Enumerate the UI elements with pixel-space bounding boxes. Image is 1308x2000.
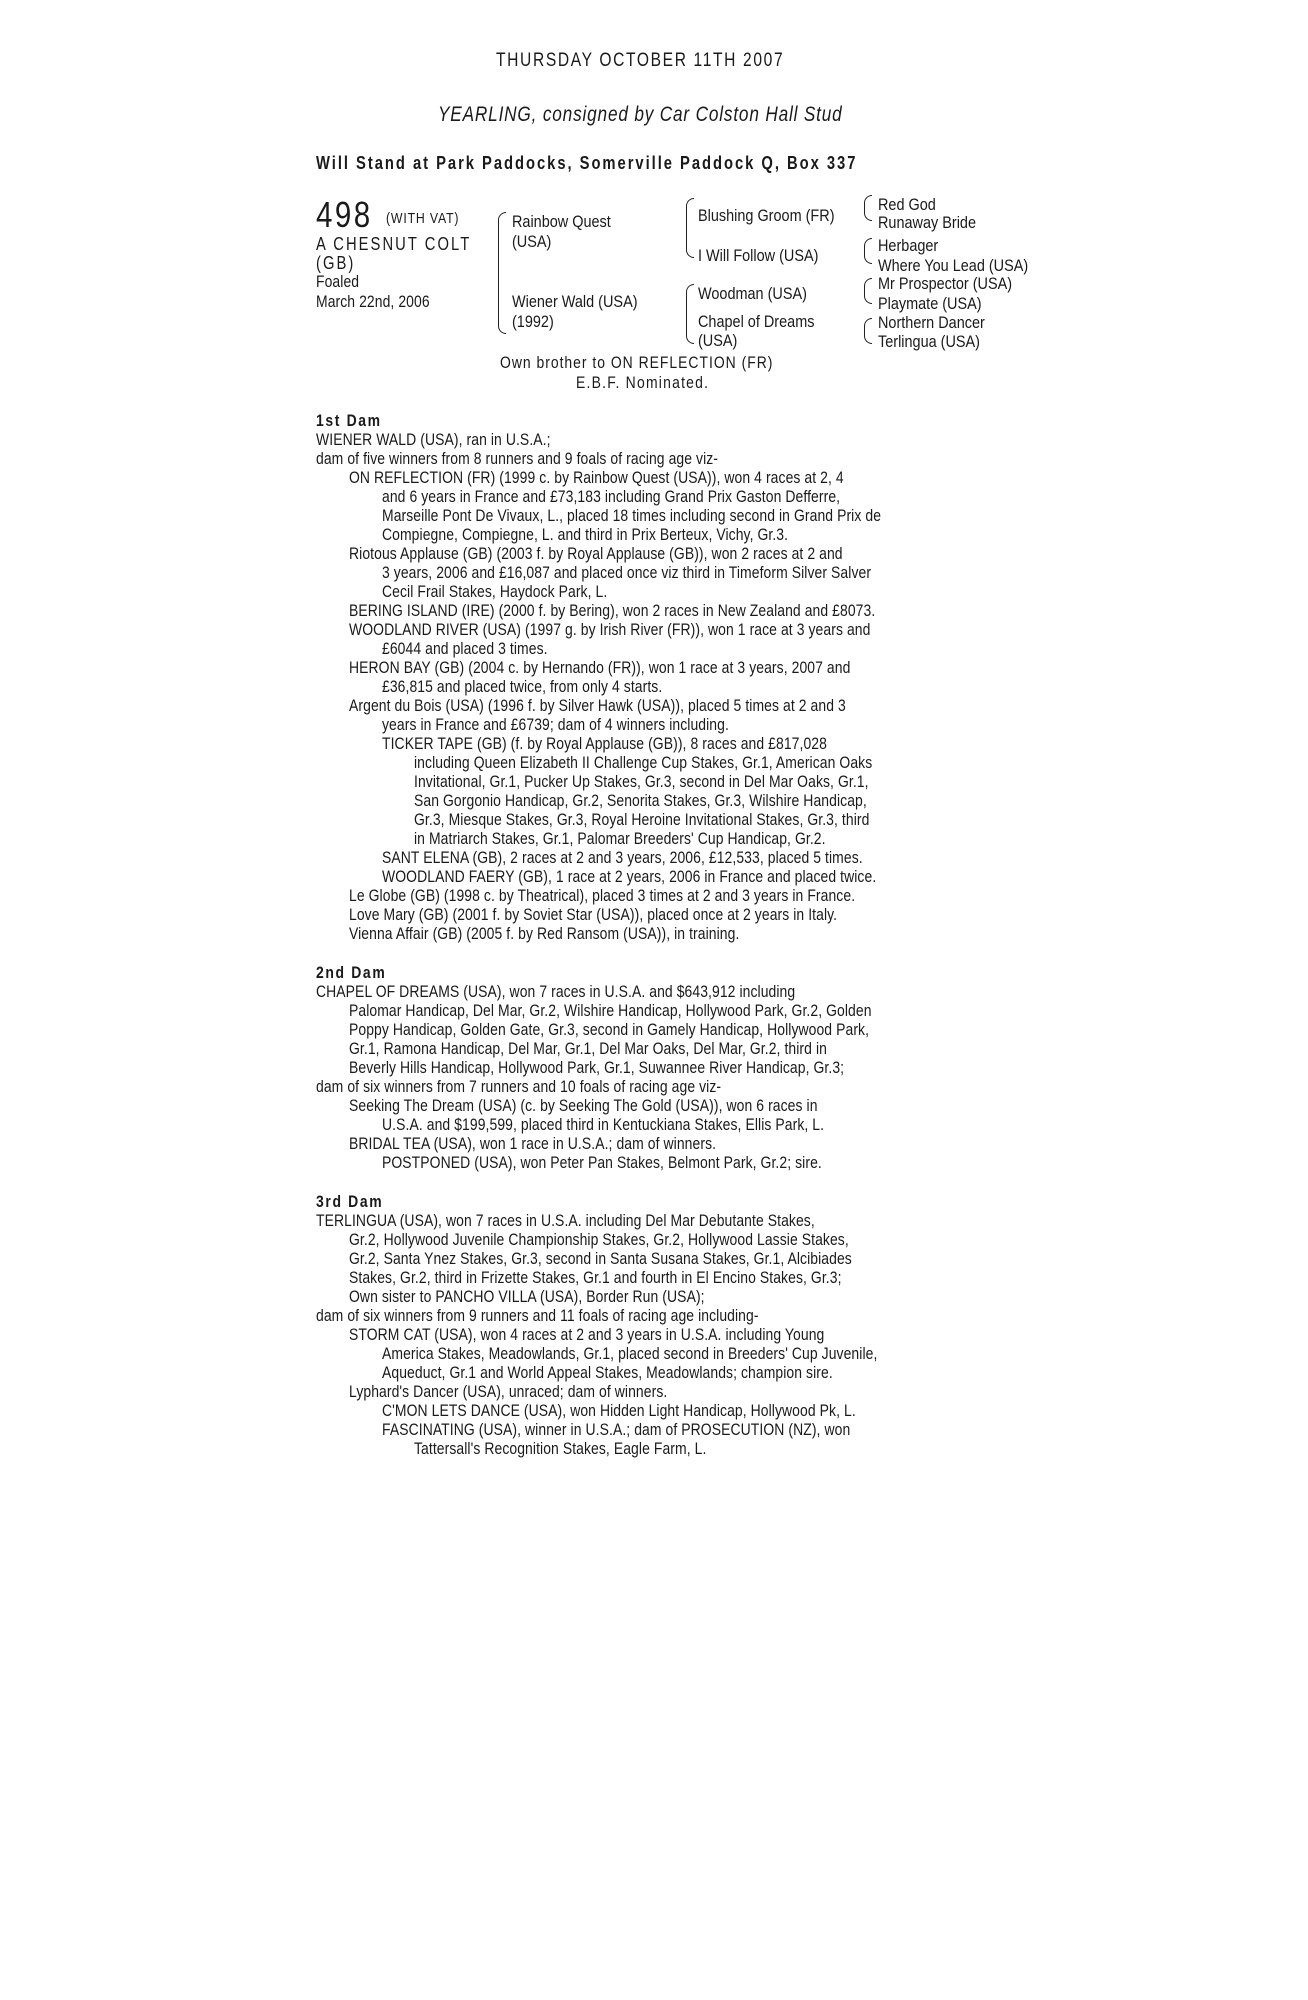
- dam1-line: BERING ISLAND (IRE) (2000 f. by Bering), won 2 races in New Zealand and £8073.: [349, 601, 876, 620]
- pedigree-brace-ss: [864, 195, 872, 221]
- dam1-line: in Matriarch Stakes, Gr.1, Palomar Breeders' Cup Handicap, Gr.2.: [414, 829, 826, 848]
- dam2-line: Palomar Handicap, Del Mar, Gr.2, Wilshire Handicap, Hollywood Park, Gr.2, Golden: [349, 1001, 872, 1020]
- dd-dam: Terlingua (USA): [878, 332, 980, 351]
- dam1-line: WOODLAND FAERY (GB), 1 race at 2 years, 2006 in France and placed twice.: [382, 867, 877, 886]
- pedigree-brace-dam: [686, 284, 694, 344]
- dam3-line: Tattersall's Recognition Stakes, Eagle Farm, L.: [414, 1439, 707, 1458]
- dam1-line: Gr.3, Miesque Stakes, Gr.3, Royal Heroine Invitational Stakes, Gr.3, third: [414, 810, 870, 829]
- second-dam-heading: 2nd Dam: [316, 963, 387, 982]
- dam2-line: CHAPEL OF DREAMS (USA), won 7 races in U.S.A. and $643,912 including: [316, 982, 796, 1001]
- dam3-line: dam of six winners from 9 runners and 11 foals of racing age including-: [316, 1306, 759, 1325]
- dam1-line: Le Globe (GB) (1998 c. by Theatrical), placed 3 times at 2 and 3 years in France.: [349, 886, 856, 905]
- dam1-line: ON REFLECTION (FR) (1999 c. by Rainbow Quest (USA)), won 4 races at 2, 4: [349, 468, 844, 487]
- dam3-line: America Stakes, Meadowlands, Gr.1, placed second in Breeders' Cup Juvenile,: [382, 1344, 878, 1363]
- dam1-line: TICKER TAPE (GB) (f. by Royal Applause (GB)), 8 races and £817,028: [382, 734, 827, 753]
- dam-sire: Woodman (USA): [698, 284, 807, 303]
- dam1-line: Cecil Frail Stakes, Haydock Park, L.: [382, 582, 608, 601]
- dd-sire: Northern Dancer: [878, 313, 985, 332]
- vat-note: (WITH VAT): [386, 210, 460, 227]
- dam1-line: HERON BAY (GB) (2004 c. by Hernando (FR)), won 1 race at 3 years, 2007 and: [349, 658, 851, 677]
- dam2-line: POSTPONED (USA), won Peter Pan Stakes, Belmont Park, Gr.2; sire.: [382, 1153, 822, 1172]
- first-dam-heading: 1st Dam: [316, 411, 382, 430]
- lot-number: 498: [316, 194, 373, 235]
- dam-dam: Chapel of Dreams: [698, 312, 815, 331]
- ds-dam: Playmate (USA): [878, 294, 982, 313]
- pedigree-brace-main: [498, 212, 506, 334]
- dam1-line: WOODLAND RIVER (USA) (1997 g. by Irish River (FR)), won 1 race at 3 years and: [349, 620, 871, 639]
- dam2-line: Beverly Hills Handicap, Hollywood Park, Gr.1, Suwannee River Handicap, Gr.3;: [349, 1058, 845, 1077]
- sire-origin: (USA): [512, 232, 552, 251]
- dam1-line: £36,815 and placed twice, from only 4 starts.: [382, 677, 663, 696]
- dam-name: Wiener Wald (USA): [512, 292, 638, 311]
- dam1-line: San Gorgonio Handicap, Gr.2, Senorita Stakes, Gr.3, Wilshire Handicap,: [414, 791, 867, 810]
- sire-dam: I Will Follow (USA): [698, 246, 819, 265]
- dam1-line: Argent du Bois (USA) (1996 f. by Silver Hawk (USA)), placed 5 times at 2 and 3: [349, 696, 846, 715]
- ebf-note: E.B.F. Nominated.: [576, 373, 710, 392]
- own-brother-note: Own brother to ON REFLECTION (FR): [500, 353, 774, 372]
- consignor-line: YEARLING, consigned by Car Colston Hall Stud: [438, 103, 843, 126]
- dam1-line: SANT ELENA (GB), 2 races at 2 and 3 years, 2006, £12,533, placed 5 times.: [382, 848, 863, 867]
- ss-dam: Runaway Bride: [878, 213, 976, 232]
- sire-name: Rainbow Quest: [512, 212, 611, 231]
- sale-date: THURSDAY OCTOBER 11TH 2007: [496, 50, 785, 71]
- dam3-line: Gr.2, Hollywood Juvenile Championship Stakes, Gr.2, Hollywood Lassie Stakes,: [349, 1230, 849, 1249]
- foaled-date: March 22nd, 2006: [316, 292, 430, 311]
- pedigree-brace-sire: [686, 198, 694, 258]
- sd-dam: Where You Lead (USA): [878, 256, 1029, 275]
- dam2-line: dam of six winners from 7 runners and 10 foals of racing age viz-: [316, 1077, 722, 1096]
- dam1-line: Riotous Applause (GB) (2003 f. by Royal Applause (GB)), won 2 races at 2 and: [349, 544, 843, 563]
- lot-description-origin: (GB): [316, 253, 356, 273]
- dam1-line: 3 years, 2006 and £16,087 and placed once viz third in Timeform Silver Salver: [382, 563, 872, 582]
- dam3-line: Stakes, Gr.2, third in Frizette Stakes, Gr.1 and fourth in El Encino Stakes, Gr.3;: [349, 1268, 842, 1287]
- dam-year: (1992): [512, 312, 554, 331]
- dam1-line: £6044 and placed 3 times.: [382, 639, 548, 658]
- location-line: Will Stand at Park Paddocks, Somerville Paddock Q, Box 337: [316, 153, 858, 173]
- sd-sire: Herbager: [878, 236, 939, 255]
- dam3-line: TERLINGUA (USA), won 7 races in U.S.A. including Del Mar Debutante Stakes,: [316, 1211, 815, 1230]
- dam3-line: FASCINATING (USA), winner in U.S.A.; dam of PROSECUTION (NZ), won: [382, 1420, 851, 1439]
- dam1-line: Marseille Pont De Vivaux, L., placed 18 times including second in Grand Prix de: [382, 506, 882, 525]
- dam2-line: BRIDAL TEA (USA), won 1 race in U.S.A.; dam of winners.: [349, 1134, 717, 1153]
- dam2-line: Poppy Handicap, Golden Gate, Gr.3, second in Gamely Handicap, Hollywood Park,: [349, 1020, 870, 1039]
- pedigree-brace-dd: [864, 318, 872, 344]
- dam1-line: Compiegne, Compiegne, L. and third in Prix Berteux, Vichy, Gr.3.: [382, 525, 789, 544]
- sire-sire: Blushing Groom (FR): [698, 206, 835, 225]
- pedigree-brace-ds: [864, 278, 872, 304]
- dam3-line: C'MON LETS DANCE (USA), won Hidden Light Handicap, Hollywood Pk, L.: [382, 1401, 856, 1420]
- dam1-line: and 6 years in France and £73,183 including Grand Prix Gaston Defferre,: [382, 487, 841, 506]
- foaled-label: Foaled: [316, 272, 360, 291]
- dam2-line: Gr.1, Ramona Handicap, Del Mar, Gr.1, Del Mar Oaks, Del Mar, Gr.2, third in: [349, 1039, 827, 1058]
- dam1-line: including Queen Elizabeth II Challenge Cup Stakes, Gr.1, American Oaks: [414, 753, 873, 772]
- dam1-line: Love Mary (GB) (2001 f. by Soviet Star (USA)), placed once at 2 years in Italy.: [349, 905, 838, 924]
- pedigree-brace-sd: [864, 238, 872, 264]
- dam1-line: Invitational, Gr.1, Pucker Up Stakes, Gr.3, second in Del Mar Oaks, Gr.1,: [414, 772, 869, 791]
- third-dam-heading: 3rd Dam: [316, 1192, 384, 1211]
- dam2-line: U.S.A. and $199,599, placed third in Kentuckiana Stakes, Ellis Park, L.: [382, 1115, 825, 1134]
- dam3-line: Own sister to PANCHO VILLA (USA), Border Run (USA);: [349, 1287, 705, 1306]
- dam3-line: Aqueduct, Gr.1 and World Appeal Stakes, Meadowlands; champion sire.: [382, 1363, 833, 1382]
- dam1-line: Vienna Affair (GB) (2005 f. by Red Ransom (USA)), in training.: [349, 924, 740, 943]
- dam3-line: Gr.2, Santa Ynez Stakes, Gr.3, second in Santa Susana Stakes, Gr.1, Alcibiades: [349, 1249, 852, 1268]
- ss-sire: Red God: [878, 195, 936, 214]
- ds-sire: Mr Prospector (USA): [878, 274, 1013, 293]
- dam-dam-origin: (USA): [698, 331, 738, 350]
- dam1-line: dam of five winners from 8 runners and 9 foals of racing age viz-: [316, 449, 719, 468]
- lot-description: A CHESNUT COLT: [316, 234, 472, 254]
- dam2-line: Seeking The Dream (USA) (c. by Seeking The Gold (USA)), won 6 races in: [349, 1096, 818, 1115]
- dam1-line: WIENER WALD (USA), ran in U.S.A.;: [316, 430, 551, 449]
- dam3-line: Lyphard's Dancer (USA), unraced; dam of winners.: [349, 1382, 668, 1401]
- dam1-line: years in France and £6739; dam of 4 winners including.: [382, 715, 729, 734]
- dam3-line: STORM CAT (USA), won 4 races at 2 and 3 years in U.S.A. including Young: [349, 1325, 825, 1344]
